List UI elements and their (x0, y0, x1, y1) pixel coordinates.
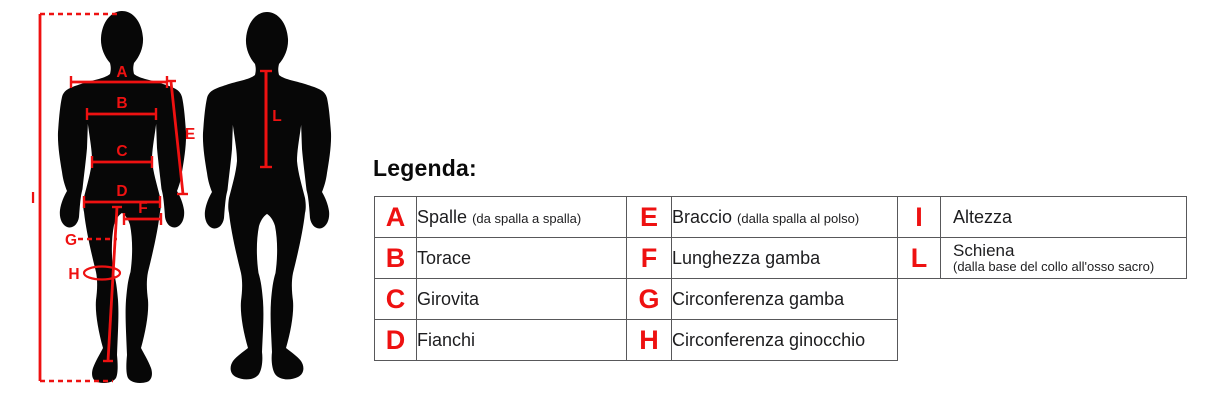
measure-label-h: H (68, 266, 80, 283)
measure-label-g: G (64, 232, 78, 249)
legend-row-c (375, 279, 627, 320)
legend-note: (dalla spalla al polso) (737, 210, 860, 226)
legend-description: Altezza (941, 197, 1187, 238)
legend-letter: F (627, 238, 672, 279)
legend-description (417, 197, 627, 238)
measure-label-b: B (116, 95, 128, 112)
legend-row-l (898, 238, 1187, 279)
legend-table-1 (374, 196, 627, 361)
legend-description: Girovita (417, 279, 627, 320)
measure-label-c: C (116, 143, 128, 160)
legend-description (941, 238, 1187, 279)
legend-letter: G (627, 279, 672, 320)
legend-table-2 (626, 196, 898, 361)
measure-label-e: E (184, 126, 196, 143)
legend-letter: D (375, 320, 417, 361)
body-measurement-figures (0, 0, 360, 400)
legend-letter: B (375, 238, 417, 279)
legend-row-f (627, 238, 898, 279)
measure-label-f: F (138, 200, 148, 217)
measure-label-d: D (116, 183, 128, 200)
legend-description: Circonferenza gamba (672, 279, 898, 320)
legend-letter: A (375, 197, 417, 238)
legend-description: Circonferenza ginocchio (672, 320, 898, 361)
legend-letter: H (627, 320, 672, 361)
legend-description: Fianchi (417, 320, 627, 361)
legend-title: Legenda: (373, 155, 477, 181)
legend-row-a (375, 197, 627, 238)
legend-row-i (898, 197, 1187, 238)
legend-note: (dalla base del collo all'osso sacro) (953, 259, 1155, 274)
legend-row-h (627, 320, 898, 361)
legend-row-d (375, 320, 627, 361)
legend-label: Braccio (672, 206, 733, 227)
legend-row-b (375, 238, 627, 279)
legend-letter: E (627, 197, 672, 238)
measure-label-a: A (116, 64, 128, 81)
legend-label: Spalle (417, 206, 468, 227)
legend-label: Schiena (953, 241, 1015, 260)
legend-letter: C (375, 279, 417, 320)
legend-row-g (627, 279, 898, 320)
legend-description: Lunghezza gamba (672, 238, 898, 279)
legend-note: (da spalla a spalla) (472, 210, 582, 226)
legend-description (672, 197, 898, 238)
legend-row-e (627, 197, 898, 238)
legend-table-3 (897, 196, 1187, 279)
measure-label-i: I (30, 190, 36, 207)
legend-letter: L (898, 238, 941, 279)
back-body-silhouette (203, 12, 331, 379)
legend-description: Torace (417, 238, 627, 279)
measure-label-l: L (272, 108, 282, 125)
legend-letter: I (898, 197, 941, 238)
